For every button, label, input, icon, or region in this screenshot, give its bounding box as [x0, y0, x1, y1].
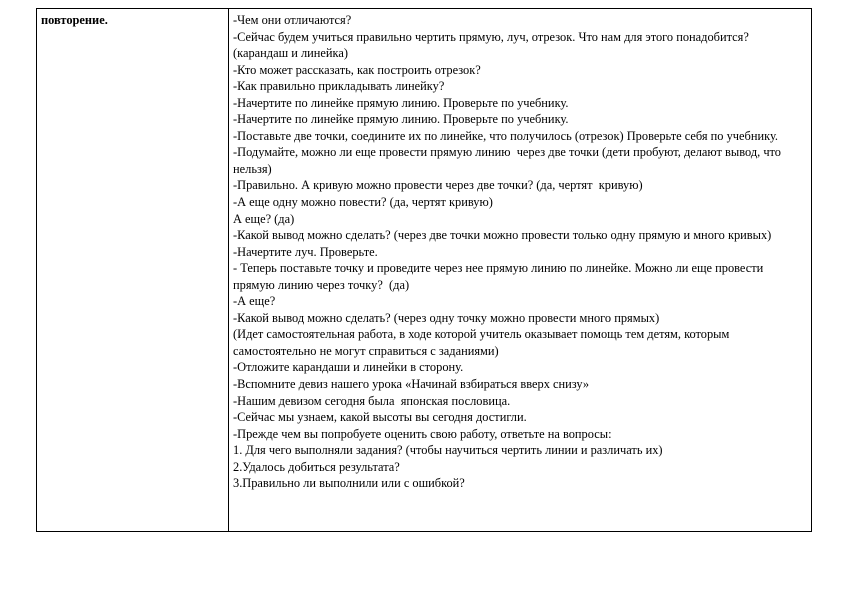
- text-line: -А еще?: [233, 294, 276, 309]
- text-line: -Подумайте, можно ли еще провести прямую линию через две точки (дети пробуют, делают вывод, что нельзя): [233, 145, 785, 176]
- text-line: -Прежде чем вы попробуете оценить свою работу, ответьте на вопросы:: [233, 426, 612, 441]
- text-line: А еще? (да): [233, 211, 295, 226]
- lesson-plan-table: [36, 8, 812, 532]
- text-line: -Сейчас будем учиться правильно чертить прямую, луч, отрезок. Что нам для этого понадобится? (карандаш и линейка): [233, 29, 752, 61]
- text-line: -Как правильно прикладывать линейку?: [233, 79, 445, 94]
- stage-cell: [37, 9, 229, 532]
- text-line: -Нашим девизом сегодня была японская пословица.: [233, 393, 511, 408]
- text-line: -Какой вывод можно сделать? (через одну точку можно провести много прямых): [233, 310, 660, 325]
- text-line: -Чем они отличаются?: [233, 13, 352, 27]
- text-line: -Начертите по линейке прямую линию. Проверьте по учебнику.: [233, 95, 569, 110]
- text-line: 1. Для чего выполняли задания? (чтобы научиться чертить линии и различать их): [233, 443, 663, 458]
- table-row: [37, 9, 812, 532]
- stage-label: повторение.: [41, 13, 108, 27]
- text-line: -Какой вывод можно сделать? (через две точки можно провести только одну прямую и много кривых): [233, 228, 772, 243]
- text-line: -Правильно. А кривую можно провести через две точки? (да, чертят кривую): [233, 178, 643, 193]
- content-cell: [229, 9, 812, 532]
- text-line: - Теперь поставьте точку и проведите через нее прямую линию по линейке. Можно ли еще провести прямую линию через точку? (да): [233, 261, 767, 292]
- text-line: -Отложите карандаши и линейки в сторону.: [233, 360, 464, 375]
- text-line: 2.Удалось добиться результата?: [233, 459, 400, 474]
- text-line: -Кто может рассказать, как построить отрезок?: [233, 62, 481, 77]
- text-line: -Начертите по линейке прямую линию. Проверьте по учебнику.: [233, 112, 569, 127]
- text-line: -Начертите луч. Проверьте.: [233, 244, 378, 259]
- text-line: 3.Правильно ли выполнили или с ошибкой?: [233, 476, 465, 491]
- text-line: -Сейчас мы узнаем, какой высоты вы сегодня достигли.: [233, 410, 527, 425]
- text-line: -А еще одну можно повести? (да, чертят кривую): [233, 195, 493, 210]
- text-line: -Вспомните девиз нашего урока «Начинай взбираться вверх снизу»: [233, 377, 590, 392]
- text-line: (Идет самостоятельная работа, в ходе которой учитель оказывает помощь тем детям, которым самостоятельно не могут справиться с заданиями): [233, 327, 733, 358]
- text-line: -Поставьте две точки, соедините их по линейке, что получилось (отрезок) Проверьте себя по учебнику.: [233, 128, 778, 143]
